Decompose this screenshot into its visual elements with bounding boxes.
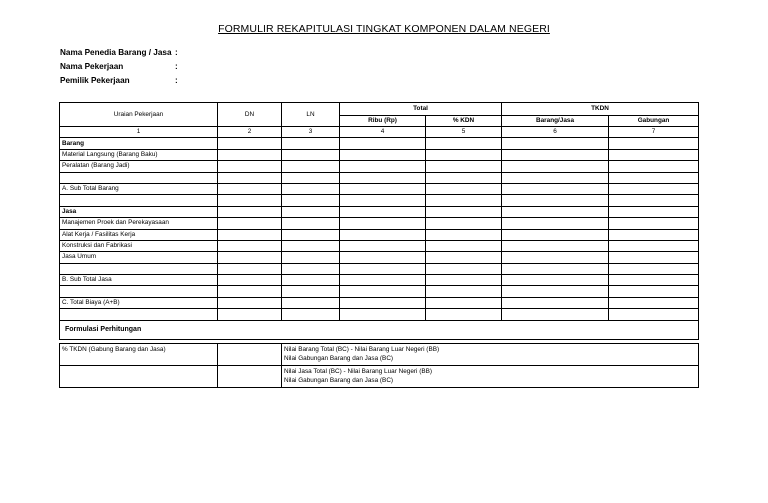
info-colon: : (175, 62, 178, 71)
formula-barang-denominator: Nilai Gabungan Barang dan Jasa (BC) (284, 354, 394, 362)
table-row (60, 286, 699, 297)
header-number-row (60, 127, 699, 138)
table-row (60, 218, 699, 229)
header-barang-jasa: Barang/Jasa (502, 116, 609, 127)
info-colon: : (175, 76, 178, 85)
formula-barang-numerator: Nilai Barang Total (BC) - Nilai Barang Luar Negeri (BB) (284, 345, 440, 353)
row-label-jasa-umum: Jasa Umum (60, 252, 218, 263)
header-row-1 (60, 103, 699, 116)
info-label: Nama Penedia Barang / Jasa (60, 48, 172, 57)
header-dn: DN (218, 103, 282, 127)
col-number: 6 (502, 127, 609, 138)
formula-heading: Formulasi Perhitungan (60, 320, 699, 339)
header-ribu: Ribu (Rp) (340, 116, 426, 127)
table-row (60, 172, 699, 183)
formula-jasa-denominator: Nilai Gabungan Barang dan Jasa (BC) (284, 376, 394, 384)
table-row (60, 229, 699, 240)
row-label-material: Material Langsung (Barang Baku) (60, 149, 218, 160)
row-label-alat-kerja: Alat Kerja / Fasilitas Kerja (60, 229, 218, 240)
row-label-subtotal-a: A. Sub Total Barang (60, 183, 218, 194)
col-number: 4 (340, 127, 426, 138)
table-row (60, 275, 699, 286)
row-label-jasa: Jasa (60, 206, 218, 217)
header-gabungan: Gabungan (609, 116, 699, 127)
info-row-penyedia (60, 46, 183, 60)
col-number: 3 (282, 127, 340, 138)
rekap-table (59, 102, 699, 388)
table-row (60, 240, 699, 251)
table-row (60, 263, 699, 274)
header-tkdn: TKDN (502, 103, 699, 116)
table-row (60, 149, 699, 160)
table-row (60, 161, 699, 172)
col-number: 1 (60, 127, 218, 138)
table-row (60, 252, 699, 263)
row-label-konstruksi: Konstruksi dan Fabrikasi (60, 240, 218, 251)
formula-tkdn-label: % TKDN (Gabung Barang dan Jasa) (60, 343, 218, 365)
header-uraian: Uraian Pekerjaan (60, 103, 218, 127)
header-ln: LN (282, 103, 340, 127)
table-row (60, 183, 699, 194)
formula-row-barang (60, 343, 699, 365)
formula-heading-row (60, 320, 699, 339)
form-title: FORMULIR REKAPITULASI TINGKAT KOMPONEN DALAM NEGERI (218, 23, 550, 35)
table-row (60, 206, 699, 217)
table-row (60, 297, 699, 308)
info-row-pemilik (60, 74, 183, 88)
formula-jasa-numerator: Nilai Jasa Total (BC) - Nilai Barang Luar Negeri (BB) (284, 367, 432, 375)
info-colon: : (175, 48, 178, 57)
info-row-pekerjaan (60, 60, 183, 74)
row-label-subtotal-b: B. Sub Total Jasa (60, 275, 218, 286)
info-block (60, 46, 183, 88)
col-number: 5 (426, 127, 502, 138)
row-label-manajemen: Manajemen Proek dan Perekayasaan (60, 218, 218, 229)
table-row (60, 138, 699, 149)
table-row (60, 309, 699, 320)
col-number: 7 (609, 127, 699, 138)
formula-row-jasa (60, 365, 699, 387)
header-total: Total (340, 103, 502, 116)
info-label: Nama Pekerjaan (60, 62, 124, 71)
col-number: 2 (218, 127, 282, 138)
table-row (60, 195, 699, 206)
header-pct-kdn: % KDN (426, 116, 502, 127)
row-label-peralatan: Peralatan (Barang Jadi) (60, 161, 218, 172)
row-label-total-c: C. Total Biaya (A+B) (60, 297, 218, 308)
info-label: Pemilik Pekerjaan (60, 76, 130, 85)
row-label-barang: Barang (60, 138, 218, 149)
